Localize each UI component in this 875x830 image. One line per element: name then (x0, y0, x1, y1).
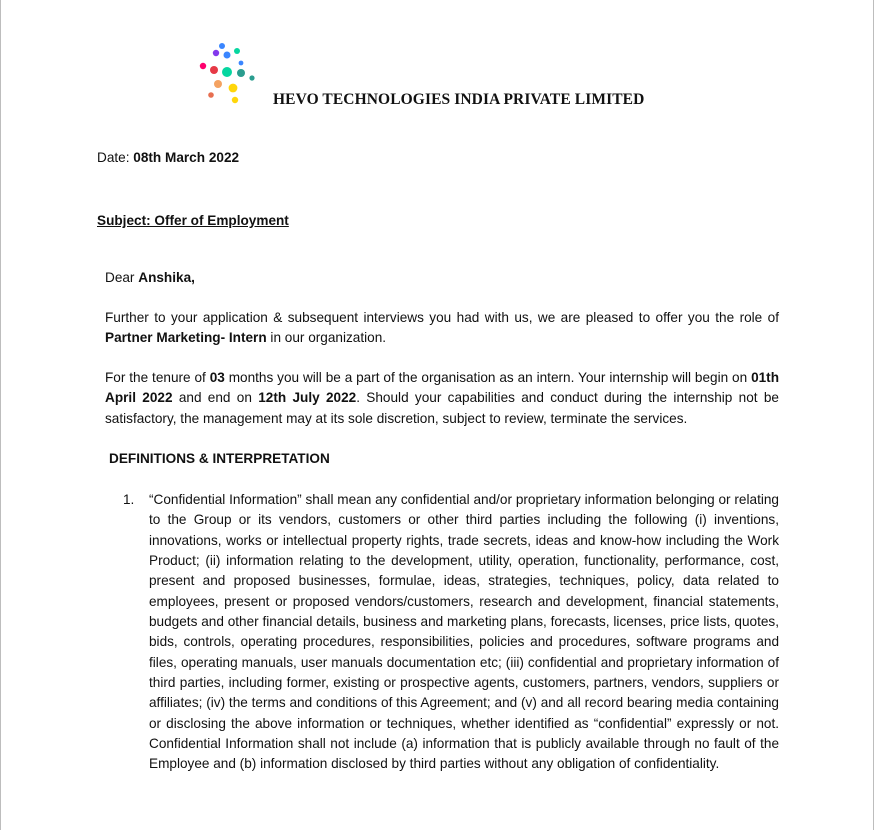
definitions-heading: DEFINITIONS & INTERPRETATION (109, 451, 330, 466)
start-date: 01th April 2022 (105, 370, 780, 406)
para2-text4: . Should your capabilities and conduct during the internship not be satisfactory, the management may at its sole discretion, subject to review, terminate the services. (105, 390, 779, 426)
letter-subject: Subject: Offer of Employment (97, 213, 289, 228)
para2-text3: and end on (172, 390, 259, 406)
offer-paragraph (105, 308, 779, 349)
greeting-prefix: Dear (105, 270, 139, 285)
definition-text: “Confidential Information” shall mean any confidential and/or proprietary information belonging or relating to the Group or its vendors, customers or other third parties including the following (i) inventions, innovations, works or intellectual property rights, trade secrets, ideas and know-how including the Work Product; (ii) information relating to the development, utility, operation, functionality, performance, cost, present and proposed businesses, formulae, ideas, strategies, techniques, policy, data related to employees, present or proposed vendors/customers, research and development, financial statements, budgets and other financial details, business and marketing plans, forecasts, licenses, price lists, quotes, bids, controls, operating procedures, responsibilities, policies and procedures, software programs and files, operating manuals, user manuals documentation etc; (iii) confidential and proprietary information of third parties, including former, existing or prospective agents, customers, partners, vendors, suppliers or affiliates; (iv) the terms and conditions of this Agreement; and (v) and all record bearing media containing or disclosing the above information or techniques, whether identified as “confidential” expressly or not. Confidential Information shall not include (a) information that is publicly available through no fault of the Employee and (b) information disclosed by third parties without any obligation of confidentiality. (149, 492, 779, 772)
para1-text1: Further to your application & subsequent interviews you had with us, we are pleased to offer you the role of (105, 310, 779, 325)
end-date: 12th July 2022 (258, 390, 357, 406)
company-logo-icon (197, 42, 263, 106)
tenure-months: 03 (209, 370, 225, 385)
greeting (105, 268, 195, 288)
para2-text2: months you will be a part of the organisation as an intern. Your internship will begin on (224, 370, 752, 385)
role-name: Partner Marketing- Intern (105, 330, 267, 346)
date-label: Date: (97, 150, 134, 165)
para2-text1: For the tenure of (105, 370, 210, 385)
definition-number: 1. (123, 492, 135, 507)
para1-text2: in our organization. (266, 330, 387, 346)
date-value: 08th March 2022 (133, 150, 240, 165)
tenure-paragraph (105, 368, 779, 429)
recipient-name: Anshika, (138, 270, 195, 285)
company-name: HEVO TECHNOLOGIES INDIA PRIVATE LIMITED (273, 91, 645, 108)
letter-date (97, 148, 239, 168)
